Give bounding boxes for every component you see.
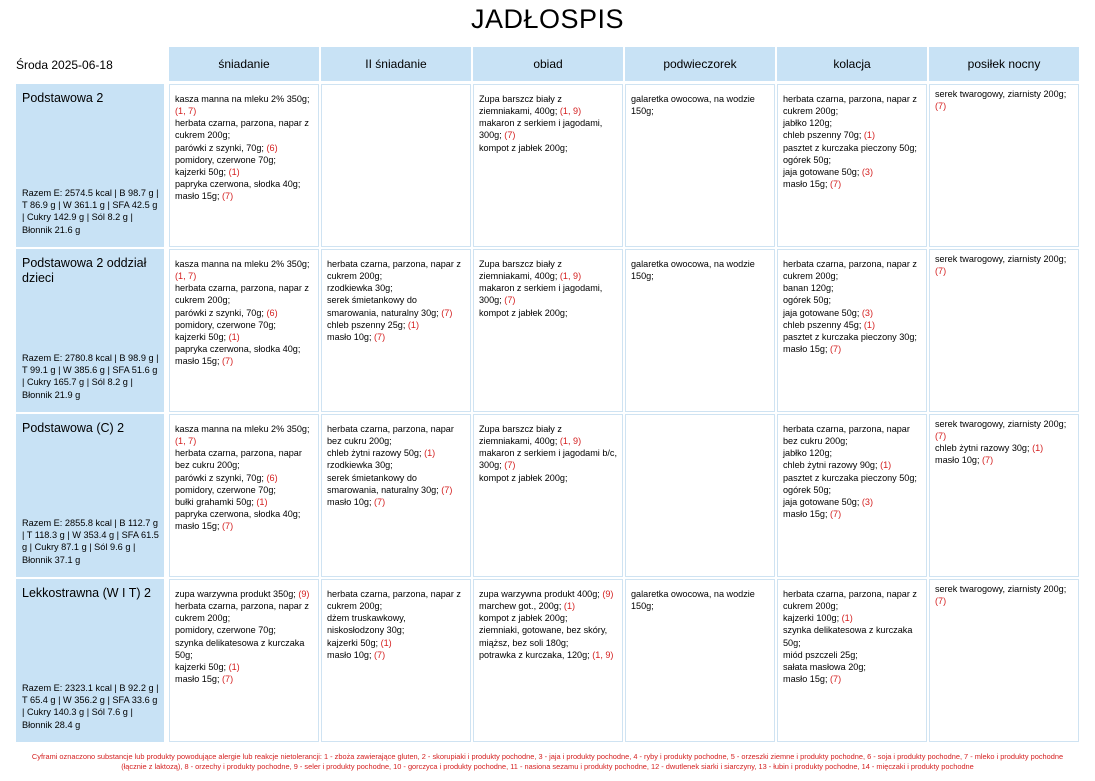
meal-item <box>935 254 1066 276</box>
meal-item-text: jabłko 120g; <box>783 448 833 459</box>
meal-item-text: Zupa barszcz biały z ziemniakami, 400g; <box>479 94 562 117</box>
meal-item <box>479 613 567 623</box>
allergen-code: (7) <box>830 674 842 685</box>
meal-item-text: Zupa barszcz biały z ziemniakami, 400g; <box>479 259 562 282</box>
meal-item-text: pomidory, czerwone 70g; <box>175 484 276 495</box>
meal-item <box>631 259 755 281</box>
meal-item-text: kompot z jabłek 200g; <box>479 613 568 624</box>
meal-item <box>479 424 581 446</box>
allergen-code: (9) <box>602 589 614 599</box>
diet-name: Lekkostrawna (W I T) 2 <box>22 586 151 600</box>
meal-item <box>783 497 873 507</box>
meal-item-text: kasza manna na mleku 2% 350g; <box>175 259 310 269</box>
meal-item-text: papryka czerwona, słodka 40g; <box>175 179 301 190</box>
meal-item <box>783 94 917 116</box>
meal-item <box>479 143 567 153</box>
meal-item <box>479 625 607 647</box>
meal-cell-podwieczorek <box>625 249 775 412</box>
meal-item-text: herbata czarna, parzona, napar z cukrem 200g; <box>175 118 309 141</box>
meal-cell-obiad <box>473 414 623 577</box>
meal-item <box>783 509 841 519</box>
meal-item-text: masło 15g; <box>783 509 831 520</box>
meal-item-text: masło 15g; <box>783 179 831 190</box>
diet-row-label <box>16 579 164 742</box>
allergen-code: (1) <box>228 166 240 177</box>
allergen-code: (7) <box>441 484 453 495</box>
meal-item-text: masło 15g; <box>175 191 223 202</box>
meal-item-text: ogórek 50g; <box>783 484 832 495</box>
meal-item <box>783 259 917 281</box>
meal-item-text: masło 10g; <box>327 649 375 660</box>
allergen-code: (7) <box>830 509 842 520</box>
allergen-code: (1) <box>228 331 240 342</box>
meal-item-text: chleb żytni razowy 50g; <box>327 448 425 459</box>
meal-item <box>783 625 912 647</box>
meal-item-text: parówki z szynki, 70g; <box>175 472 267 483</box>
meal-cell-ii-sniadanie <box>321 414 471 577</box>
meal-item <box>175 485 276 495</box>
meal-item <box>327 638 392 648</box>
column-header-posilek-nocny: posiłek nocny <box>929 47 1079 81</box>
allergen-code: (3) <box>861 166 873 177</box>
meal-item-text: pasztet z kurczaka pieczony 50g; <box>783 472 917 483</box>
meal-item <box>783 179 841 189</box>
meal-cell-podwieczorek <box>625 414 775 577</box>
allergen-code: (3) <box>861 496 873 507</box>
meal-item <box>783 332 917 342</box>
meal-item <box>175 143 278 153</box>
meal-item-text: banan 120g; <box>783 283 834 294</box>
meal-item <box>175 601 309 623</box>
meal-item <box>175 497 268 507</box>
allergen-code: (3) <box>861 307 873 318</box>
allergen-code: (7) <box>222 521 234 532</box>
allergen-code: (7) <box>935 266 947 277</box>
meal-cell-sniadanie <box>169 84 319 247</box>
page-title: JADŁOSPIS <box>470 4 625 34</box>
meal-item-text: Zupa barszcz biały z ziemniakami, 400g; <box>479 424 562 447</box>
meal-item <box>175 283 309 305</box>
meal-item-text: makaron z serkiem i jagodami b/c, 300g; <box>479 448 617 471</box>
nutrition-totals: Razem E: 2855.8 kcal | B 112.7 g | T 118.3 g | W 353.4 g | SFA 61.5 g | Cukry 87.1 g | Sól 9.6 g | Błonnik 37.1 g <box>22 517 159 565</box>
meal-item <box>479 259 581 281</box>
allergen-code: (1, 9) <box>559 436 582 447</box>
meal-item-text: szynka delikatesowa z kurczaka 50g; <box>783 625 913 648</box>
meal-item-text: chleb pszenny 25g; <box>327 319 408 330</box>
meal-item-text: masło 10g; <box>327 331 375 342</box>
meal-item-text: jaja gotowane 50g; <box>783 496 862 507</box>
meal-item <box>175 509 300 519</box>
meal-item-text: pomidory, czerwone 70g; <box>175 319 276 330</box>
meal-item <box>175 191 233 201</box>
meal-item <box>479 283 602 305</box>
meal-item-text: masło 15g; <box>783 344 831 355</box>
meal-item <box>783 167 873 177</box>
meal-item-text: kasza manna na mleku 2% 350g; <box>175 424 310 434</box>
meal-item-text: szynka delikatesowa z kurczaka 50g; <box>175 637 305 660</box>
meal-item-text: herbata czarna, parzona, napar z cukrem 200g; <box>327 259 461 282</box>
meal-item-text: marchew got., 200g; <box>479 601 564 612</box>
meal-item-text: pomidory, czerwone 70g; <box>175 625 276 636</box>
meal-item-text: masło 15g; <box>175 674 223 685</box>
allergen-code: (7) <box>935 431 947 442</box>
meal-item <box>327 259 461 281</box>
meal-item <box>175 356 233 366</box>
column-header-sniadanie: śniadanie <box>169 47 319 81</box>
meal-item-text: kajzerki 50g; <box>175 661 229 672</box>
meal-cell-ii-sniadanie <box>321 579 471 742</box>
allergen-code: (1) <box>563 601 576 612</box>
meal-item-text: serek śmietankowy do smarowania, naturalny 30g; <box>327 295 442 318</box>
allergen-code: (7) <box>504 130 516 141</box>
meal-item-text: kompot z jabłek 200g; <box>479 307 568 318</box>
meal-cell-posilek-nocny <box>929 414 1079 577</box>
meal-item-text: masło 15g; <box>783 674 831 685</box>
meal-item <box>327 473 452 495</box>
meal-cell-kolacja <box>777 414 927 577</box>
meal-item <box>327 448 435 458</box>
meal-item-text: masło 15g; <box>175 521 223 532</box>
meal-item <box>327 613 406 635</box>
meal-item <box>783 344 841 354</box>
meal-item-text: masło 15g; <box>175 356 223 367</box>
meal-item-text: chleb żytni razowy 90g; <box>783 460 881 471</box>
allergen-legend: Cyframi oznaczono substancje lub produkty powodujące alergie lub reakcje nietolerancji: 1 - zboża zawierające gluten, 2 - skorupiaki i produkty pochodne, 3 - jaja i produkty pochodne, 4 - ryby i produkty pochodne, 5 - orzeszki ziemne i produkty pochodne, 6 - soja i produkty pochodne, 7 - mleko i produkty pochodne (łącznie z laktozą), 8 - orzechy i produkty pochodne, 9 - seler i produkty pochodne, 10 - gorczyca i produkty pochodne, 11 - nasiona sezamu i produkty pochodne, 12 - dwutlenek siarki i siarczyny, 13 - łubin i produkty pochodne, 14 - mięczaki i produkty pochodne <box>31 752 1064 771</box>
meal-item <box>935 584 1066 606</box>
meal-item-text: serek twarogowy, ziarnisty 200g; <box>935 419 1067 429</box>
meal-item <box>479 650 613 660</box>
meal-item-text: parówki z szynki, 70g; <box>175 307 267 318</box>
meal-item-text: chleb pszenny 45g; <box>783 319 864 330</box>
meal-item <box>479 308 567 318</box>
meal-item <box>479 448 617 470</box>
meal-item-text: herbata czarna, parzona, napar bez cukru 200g; <box>327 424 454 447</box>
allergen-code: (6) <box>266 307 278 318</box>
allergen-code: (6) <box>266 142 278 153</box>
meal-item <box>935 443 1043 453</box>
diet-row-label <box>16 84 164 247</box>
meal-item <box>479 473 567 483</box>
meal-item <box>175 167 240 177</box>
meal-cell-sniadanie <box>169 414 319 577</box>
meal-cell-ii-sniadanie <box>321 84 471 247</box>
allergen-code: (1, 9) <box>559 106 582 117</box>
meal-item <box>783 118 832 128</box>
meal-cell-ii-sniadanie <box>321 249 471 412</box>
meal-item-text: makaron z serkiem i jagodami, 300g; <box>479 118 603 141</box>
meal-item-text: jabłko 120g; <box>783 118 833 129</box>
meal-item <box>479 94 581 116</box>
meal-item <box>783 130 875 140</box>
meal-item <box>327 650 385 660</box>
meal-cell-sniadanie <box>169 249 319 412</box>
allergen-code: (1) <box>880 460 892 471</box>
allergen-code: (7) <box>935 101 947 112</box>
meal-cell-kolacja <box>777 84 927 247</box>
allergen-code: (1) <box>228 661 240 672</box>
meal-item-text: ogórek 50g; <box>783 154 832 165</box>
allergen-code: (6) <box>266 472 278 483</box>
allergen-code: (1) <box>380 637 392 648</box>
diet-name: Podstawowa (C) 2 <box>22 421 125 435</box>
meal-item-text: kasza manna na mleku 2% 350g; <box>175 94 310 104</box>
meal-cell-posilek-nocny <box>929 84 1079 247</box>
meal-item-text: kompot z jabłek 200g; <box>479 472 568 483</box>
meal-cell-podwieczorek <box>625 84 775 247</box>
column-header-obiad: obiad <box>473 47 623 81</box>
diet-name: Podstawowa 2 <box>22 91 104 105</box>
meal-item <box>175 625 276 635</box>
meal-item-text: kompot z jabłek 200g; <box>479 142 568 153</box>
meal-item <box>783 448 832 458</box>
meal-cell-posilek-nocny <box>929 249 1079 412</box>
meal-item <box>175 589 309 599</box>
meal-item-text: serek twarogowy, ziarnisty 200g; <box>935 584 1067 594</box>
meal-item-text: ogórek 50g; <box>783 295 832 306</box>
meal-item <box>479 601 575 611</box>
meal-item <box>175 332 240 342</box>
meal-item-text: rzodkiewka 30g; <box>327 460 393 471</box>
meal-item <box>175 320 276 330</box>
meal-item-text: miód pszczeli 25g; <box>783 649 858 660</box>
allergen-code: (9) <box>298 589 310 599</box>
date-label: Środa 2025-06-18 <box>16 58 113 72</box>
meal-item <box>783 143 917 153</box>
meal-item-text: chleb żytni razowy 30g; <box>935 443 1033 454</box>
meal-item <box>783 650 858 660</box>
column-header-podwieczorek: podwieczorek <box>625 47 775 81</box>
meal-item <box>327 332 385 342</box>
meal-item-text: dżem truskawkowy, niskosłodzony 30g; <box>327 613 406 636</box>
meal-item <box>783 662 866 672</box>
meal-item-text: serek śmietankowy do smarowania, naturalny 30g; <box>327 472 442 495</box>
diet-name: Podstawowa 2 oddział dzieci <box>22 256 147 285</box>
meal-item <box>479 589 613 599</box>
diet-row-label <box>16 249 164 412</box>
meal-item-text: herbata czarna, parzona, napar z cukrem 200g; <box>327 589 461 612</box>
meal-item-text: parówki z szynki, 70g; <box>175 142 267 153</box>
meal-item-text: kajzerki 50g; <box>175 331 229 342</box>
meal-item-text: zupa warzywna produkt 350g; <box>175 589 299 599</box>
meal-item-text: herbata czarna, parzona, napar bez cukru 200g; <box>175 448 302 471</box>
diet-row-label <box>16 414 164 577</box>
meal-item-text: herbata czarna, parzona, napar z cukrem 200g; <box>783 94 917 117</box>
meal-cell-obiad <box>473 249 623 412</box>
meal-item <box>175 424 309 446</box>
meal-item <box>631 589 755 611</box>
allergen-code: (7) <box>374 496 386 507</box>
meal-item <box>327 295 452 317</box>
meal-item <box>175 155 276 165</box>
allergen-code: (7) <box>504 295 516 306</box>
meal-item-text: masło 10g; <box>935 455 983 466</box>
meal-item <box>327 320 419 330</box>
allergen-code: (1, 9) <box>592 649 614 660</box>
column-header-ii-sniadanie: II śniadanie <box>321 47 471 81</box>
meal-item <box>327 424 454 446</box>
meal-item-text: serek twarogowy, ziarnisty 200g; <box>935 254 1067 264</box>
allergen-code: (1, 9) <box>559 271 582 282</box>
meal-item-text: masło 10g; <box>327 496 375 507</box>
meal-item-text: ziemniaki, gotowane, bez skóry, miąższ, bez soli 180g; <box>479 625 608 648</box>
allergen-code: (7) <box>222 674 234 685</box>
meal-item <box>479 118 602 140</box>
meal-item <box>175 259 309 281</box>
allergen-code: (7) <box>504 460 516 471</box>
meal-item-text: zupa warzywna produkt 400g; <box>479 589 603 599</box>
meal-item <box>935 89 1066 111</box>
meal-item <box>783 320 875 330</box>
meal-item-text: kajzerki 50g; <box>175 166 229 177</box>
meal-item <box>783 589 917 611</box>
meal-item-text: papryka czerwona, słodka 40g; <box>175 344 301 355</box>
meal-item <box>175 662 240 672</box>
meal-item <box>783 674 841 684</box>
meal-item-text: galaretka owocowa, na wodzie 150g; <box>631 259 755 282</box>
meal-item <box>175 308 278 318</box>
meal-item <box>175 448 302 470</box>
meal-item-text: potrawka z kurczaka, 120g; <box>479 649 593 660</box>
allergen-code: (1) <box>407 319 420 330</box>
meal-item <box>783 155 831 165</box>
meal-item <box>175 473 278 483</box>
meal-item <box>175 344 300 354</box>
meal-cell-posilek-nocny <box>929 579 1079 742</box>
allergen-code: (7) <box>982 455 994 466</box>
meal-item-text: papryka czerwona, słodka 40g; <box>175 509 301 520</box>
meal-item-text: kajzerki 50g; <box>327 637 381 648</box>
meal-item-text: serek twarogowy, ziarnisty 200g; <box>935 89 1067 99</box>
meal-item-text: bułki grahamki 50g; <box>175 496 257 507</box>
allergen-code: (7) <box>374 649 386 660</box>
meal-cell-sniadanie <box>169 579 319 742</box>
nutrition-totals: Razem E: 2780.8 kcal | B 98.9 g | T 99.1 g | W 385.6 g | SFA 51.6 g | Cukry 165.7 g | Sól 8.2 g | Błonnik 21.9 g <box>22 352 159 400</box>
meal-cell-obiad <box>473 84 623 247</box>
meal-item-text: pasztet z kurczaka pieczony 50g; <box>783 142 917 153</box>
meal-item <box>783 283 834 293</box>
allergen-code: (7) <box>441 307 453 318</box>
meal-item-text: chleb pszenny 70g; <box>783 130 864 141</box>
nutrition-totals: Razem E: 2574.5 kcal | B 98.7 g | T 86.9 g | W 361.1 g | SFA 42.5 g | Cukry 142.9 g | Sól 8.2 g | Błonnik 21.6 g <box>22 187 159 235</box>
meal-item <box>783 295 831 305</box>
meal-item-text: herbata czarna, parzona, napar z cukrem 200g; <box>783 589 917 612</box>
allergen-code: (7) <box>374 331 386 342</box>
meal-item-text: herbata czarna, parzona, napar z cukrem 200g; <box>783 259 917 282</box>
meal-item <box>783 308 873 318</box>
allergen-code: (1) <box>256 496 268 507</box>
meal-item <box>783 613 853 623</box>
meal-item-text: kajzerki 100g; <box>783 613 842 624</box>
allergen-code: (7) <box>935 596 947 607</box>
meal-item <box>175 521 233 531</box>
meal-item <box>631 94 755 116</box>
meal-item <box>935 419 1066 441</box>
meal-item <box>175 94 309 116</box>
meal-cell-kolacja <box>777 249 927 412</box>
meal-item <box>175 638 304 660</box>
allergen-code: (1, 7) <box>175 106 197 117</box>
meal-item <box>783 424 910 446</box>
meal-cell-kolacja <box>777 579 927 742</box>
meal-item-text: galaretka owocowa, na wodzie 150g; <box>631 94 755 117</box>
meal-item-text: herbata czarna, parzona, napar bez cukru 200g; <box>783 424 910 447</box>
allergen-code: (1) <box>841 613 853 624</box>
meal-item-text: rzodkiewka 30g; <box>327 283 393 294</box>
meal-item <box>175 118 309 140</box>
meal-item <box>175 179 300 189</box>
meal-item <box>175 674 233 684</box>
column-header-kolacja: kolacja <box>777 47 927 81</box>
allergen-code: (7) <box>222 356 234 367</box>
meal-item <box>935 455 993 465</box>
meal-item-text: pomidory, czerwone 70g; <box>175 154 276 165</box>
meal-item-text: jaja gotowane 50g; <box>783 166 862 177</box>
meal-item-text: herbata czarna, parzona, napar z cukrem 200g; <box>175 601 309 624</box>
allergen-code: (1) <box>863 319 876 330</box>
allergen-code: (7) <box>830 344 842 355</box>
allergen-code: (1) <box>1032 443 1044 454</box>
meal-cell-obiad <box>473 579 623 742</box>
meal-item <box>783 485 831 495</box>
meal-item-text: galaretka owocowa, na wodzie 150g; <box>631 589 755 612</box>
meal-item <box>327 460 393 470</box>
meal-item-text: jaja gotowane 50g; <box>783 307 862 318</box>
allergen-code: (1) <box>863 130 876 141</box>
meal-item <box>327 589 461 611</box>
meal-item-text: makaron z serkiem i jagodami, 300g; <box>479 283 603 306</box>
allergen-code: (1) <box>424 448 436 459</box>
meal-item-text: sałata masłowa 20g; <box>783 661 866 672</box>
allergen-code: (1, 7) <box>175 436 197 447</box>
meal-item <box>783 473 917 483</box>
meal-item <box>327 283 393 293</box>
nutrition-totals: Razem E: 2323.1 kcal | B 92.2 g | T 65.4 g | W 356.2 g | SFA 33.6 g | Cukry 140.3 g | Sól 7.6 g | Błonnik 28.4 g <box>22 682 159 730</box>
meal-cell-podwieczorek <box>625 579 775 742</box>
meal-item <box>783 460 891 470</box>
meal-item-text: herbata czarna, parzona, napar z cukrem 200g; <box>175 283 309 306</box>
meal-item <box>327 497 385 507</box>
allergen-code: (7) <box>830 179 842 190</box>
allergen-code: (7) <box>222 191 234 202</box>
meal-item-text: pasztet z kurczaka pieczony 30g; <box>783 331 917 342</box>
allergen-code: (1, 7) <box>175 271 197 282</box>
